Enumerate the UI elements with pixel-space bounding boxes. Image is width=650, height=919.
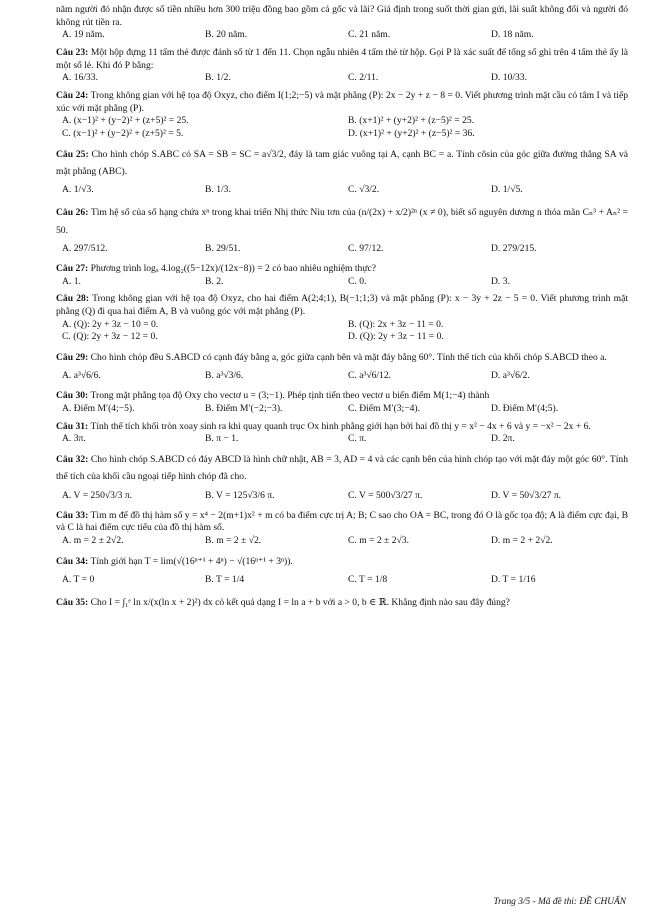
option-d: D. 279/215.: [491, 242, 537, 254]
question-text: Cho I = ∫₁ᵉ ln x/(x(ln x + 2)²) dx có kết quả dạng I = ln a + b với a > 0, b ∈ ℝ. Khẳng định nào sau đây đúng?: [90, 597, 510, 609]
question-stem: [56, 90, 628, 115]
option-c: C. 21 năm.: [348, 29, 391, 41]
question-block: [56, 146, 628, 200]
option-b: B. m = 2 ± √2.: [205, 535, 262, 547]
page-footer: Trang 3/5 - Mã đề thi: ĐỀ CHUẨN: [493, 897, 626, 907]
question-text: Cho hình chóp đều S.ABCD có cạnh đáy bằng a, góc giữa cạnh bên và mặt đáy bằng 60°. Tính thể tích của khối chóp S.ABCD theo a.: [90, 351, 607, 363]
answer-options: [56, 29, 628, 42]
answer-options: [56, 535, 628, 548]
option-b: B. a³√3/6.: [205, 370, 244, 382]
option-a: A. 19 năm.: [62, 29, 105, 41]
option-c: C. (Q): 2y + 3z − 12 = 0.: [62, 331, 158, 343]
question-number: Câu 28:: [56, 293, 90, 305]
question-number: Câu 25:: [56, 148, 89, 160]
option-b: B. (x+1)² + (y+2)² + (z−5)² = 25.: [348, 115, 475, 127]
question-block: [56, 594, 628, 611]
question-stem: [56, 421, 628, 434]
question-number: Câu 27:: [56, 263, 89, 274]
answer-options: [56, 276, 628, 289]
option-d: D. V = 50√3/27 π.: [491, 489, 562, 501]
option-d: D. Điểm M′(4;5).: [491, 403, 559, 415]
question-block: [56, 390, 628, 415]
question-stem: [56, 510, 628, 535]
answer-options: [56, 403, 628, 416]
question-number: Câu 32:: [56, 454, 89, 466]
option-b: B. π − 1.: [205, 433, 239, 445]
option-d: D. T = 1/16: [491, 573, 536, 585]
question-block: [56, 47, 628, 85]
question-number: Câu 34:: [56, 555, 89, 567]
answer-options: [56, 433, 628, 446]
question-text: Một hộp đựng 11 tấm thẻ được đánh số từ 1 đến 11. Chọn ngẫu nhiên 4 tấm thẻ từ hộp. Gọi P là xác suất để tổng số ghi trên 4 tấm thẻ ấy là một số lẻ. Khi đó P bằng:: [56, 46, 628, 71]
question-block: [56, 451, 628, 505]
option-b: B. 2.: [205, 275, 224, 287]
question-text: Trong mặt phẳng tọa độ Oxy cho vectơ u = (3;−1). Phép tịnh tiến theo vectơ u biến điểm M(1;−4) thành: [90, 390, 490, 402]
option-a: A. 1.: [62, 275, 81, 287]
option-d: D. m = 2 + 2√2.: [491, 535, 553, 547]
option-a: A. m = 2 ± 2√2.: [62, 535, 124, 547]
question-block: [56, 553, 628, 589]
question-block: [56, 204, 628, 258]
question-number: Câu 30:: [56, 390, 89, 402]
option-a: A. (Q): 2y + 3z − 10 = 0.: [62, 318, 159, 330]
question-number: Câu 33:: [56, 509, 89, 521]
question-stem: năm người đó nhận được số tiền nhiều hơn 300 triệu đồng bao gồm cả gốc và lãi? Giả định trong suốt thời gian gửi, lãi suất không đổi và người đó không rút tiền ra.: [56, 4, 628, 28]
option-a: A. (x−1)² + (y−2)² + (z+5)² = 25.: [62, 115, 189, 127]
option-c: C. 0.: [348, 275, 367, 287]
question-number: Câu 24:: [56, 89, 89, 101]
question-number: Câu 35:: [56, 597, 89, 609]
option-d: D. 3.: [491, 275, 510, 287]
answer-options: [56, 180, 628, 199]
option-c: C. (x−1)² + (y−2)² + (z+5)² = 5.: [62, 127, 184, 139]
question-list: [56, 47, 628, 611]
question-block: [56, 349, 628, 385]
option-b: B. V = 125√3/6 π.: [205, 489, 275, 501]
question-intro: [56, 4, 628, 42]
option-d: D. 10/33.: [491, 72, 527, 84]
question-stem: [56, 146, 628, 181]
option-c: C. a³√6/12.: [348, 370, 392, 382]
question-number: Câu 31:: [56, 420, 89, 432]
question-text: Tính giới hạn T = lim(√(16ⁿ⁺¹ + 4ⁿ) − √(16ⁿ⁺¹ + 3ⁿ)).: [90, 555, 293, 567]
question-block: [56, 293, 628, 344]
option-b: B. 29/51.: [205, 242, 241, 254]
option-d: D. 2π.: [491, 433, 515, 445]
option-c: C. 97/12.: [348, 242, 384, 254]
question-text: Trong không gian với hệ tọa độ Oxyz, cho điểm I(1;2;−5) và mặt phẳng (P): 2x − 2y + z − 8 = 0. Viết phương trình mặt cầu có tâm I và tiếp xúc với mặt phẳng (P).: [56, 89, 629, 114]
question-text: Tìm hệ số của số hạng chứa xⁿ trong khai triển Nhị thức Niu tơn của (n/(2x) + x/2)²ⁿ (x ≠ 0), biết số nguyên dương n thỏa mãn Cₙ³ + Aₙ² = 50.: [56, 207, 628, 236]
option-d: D. (x+1)² + (y+2)² + (z−5)² = 36.: [348, 127, 475, 139]
option-d: D. 18 năm.: [491, 29, 534, 41]
option-a: A. a³√6/6.: [62, 370, 101, 382]
option-a: A. 1/√3.: [62, 184, 94, 196]
question-stem: [56, 293, 628, 318]
question-text: Cho hình chóp S.ABC có SA = SB = SC = a√3/2, đáy là tam giác vuông tại A, cạnh BC = a. Tính côsin của góc giữa đường thẳng SA và mặt phẳng (ABC).: [56, 148, 628, 177]
question-stem: [56, 204, 628, 239]
question-stem: [56, 451, 628, 486]
option-b: B. T = 1/4: [205, 573, 245, 585]
answer-options: [56, 486, 628, 505]
option-a: A. 3π.: [62, 433, 86, 445]
question-stem: [56, 47, 628, 72]
question-stem: [56, 390, 628, 403]
question-block: [56, 421, 628, 446]
question-number: Câu 23:: [56, 46, 89, 58]
question-stem: [56, 263, 628, 276]
option-c: C. V = 500√3/27 π.: [348, 489, 423, 501]
option-d: D. 1/√5.: [491, 184, 523, 196]
question-stem: [56, 349, 628, 366]
option-a: A. 297/512.: [62, 242, 108, 254]
option-b: B. 20 năm.: [205, 29, 248, 41]
option-b: B. (Q): 2x + 3z − 11 = 0.: [348, 318, 444, 330]
answer-options: [56, 239, 628, 258]
question-number: Câu 29:: [56, 351, 89, 363]
option-a: A. T = 0: [62, 573, 95, 585]
answer-options: [56, 570, 628, 589]
answer-options: [56, 319, 628, 344]
option-d: D. a³√6/2.: [491, 370, 530, 382]
question-text: Tìm m để đồ thị hàm số y = x⁴ − 2(m+1)x² + m có ba điểm cực trị A; B; C sao cho OA = BC, trong đó O là gốc tọa độ; A là điểm cực đại, B và C là hai điểm cực tiểu của đồ thị hàm số.: [56, 509, 628, 534]
option-b: B. 1/3.: [205, 184, 231, 196]
option-b: B. Điểm M′(−2;−3).: [205, 403, 283, 415]
question-block: [56, 510, 628, 548]
answer-options: [56, 115, 628, 140]
option-c: C. m = 2 ± 2√3.: [348, 535, 409, 547]
question-text: Phương trình logₓ 4.log₂((5−12x)/(12x−8)) = 2 có bao nhiêu nghiệm thực?: [90, 263, 377, 274]
answer-options: [56, 366, 628, 385]
option-c: C. Điểm M′(3;−4).: [348, 403, 420, 415]
answer-options: [56, 72, 628, 85]
option-c: C. 2/11.: [348, 72, 379, 84]
question-stem: [56, 594, 628, 611]
question-block: [56, 263, 628, 288]
question-number: Câu 26:: [56, 207, 89, 219]
question-stem: [56, 553, 628, 570]
question-text: Cho hình chóp S.ABCD có đáy ABCD là hình chữ nhật, AB = 3, AD = 4 và các cạnh bên của hình chóp tạo với mặt đáy một góc 60°. Tính thể tích của khối cầu ngoại tiếp hình chóp đã cho.: [56, 454, 629, 483]
option-a: A. 16/33.: [62, 72, 98, 84]
option-b: B. 1/2.: [205, 72, 231, 84]
question-block: [56, 90, 628, 141]
question-text: Trong không gian với hệ tọa độ Oxyz, cho hai điểm A(2;4;1), B(−1;1;3) và mặt phẳng (P): x − 3y + 2z − 5 = 0. Viết phương trình mặt phẳng (Q) đi qua hai điểm A, B và vuông góc với mặt phẳng (P).: [56, 293, 628, 317]
option-d: D. (Q): 2y + 3z − 11 = 0.: [348, 331, 444, 343]
option-c: C. √3/2.: [348, 184, 380, 196]
option-a: A. Điểm M′(4;−5).: [62, 403, 135, 415]
option-a: A. V = 250√3/3 π.: [62, 489, 133, 501]
option-c: C. π.: [348, 433, 367, 445]
question-text: Tính thể tích khối tròn xoay sinh ra khi quay quanh trục Ox hình phẳng giới hạn bởi hai đồ thị y = x² − 4x + 6 và y = −x² − 2x + 6.: [90, 420, 591, 432]
option-c: C. T = 1/8: [348, 573, 388, 585]
